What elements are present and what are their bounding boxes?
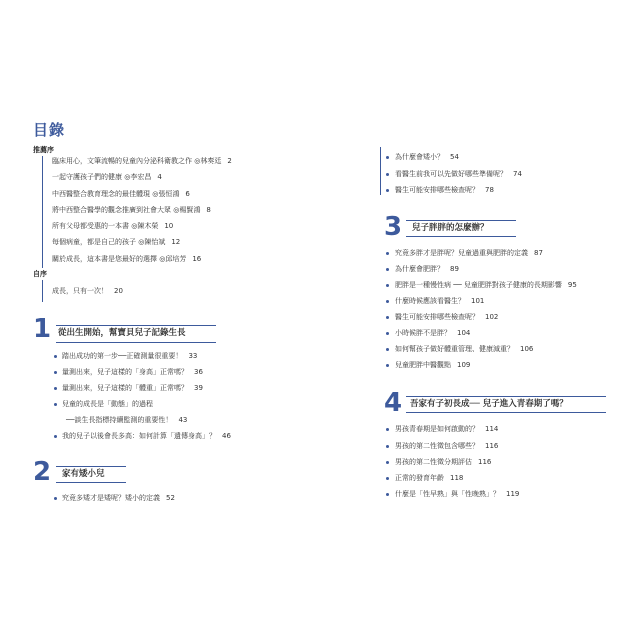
bullet-dot — [386, 300, 389, 303]
toc-entry: 看醫生前我可以先做好哪些準備呢？ 74 — [395, 170, 522, 178]
recommend-entry: 關於成長，這本書是您最好的選擇 ◎邱培芳 16 — [52, 255, 202, 263]
chapter-title: 家有矮小兒 — [62, 469, 105, 479]
toc-entry: 醫生可能安排哪些檢查呢？ 78 — [395, 186, 494, 194]
bullet-dot — [54, 355, 57, 358]
chapter-rule — [406, 236, 516, 237]
toc-entry: 男孩的第二性徵分期評估 116 — [395, 458, 492, 466]
bullet-dot — [386, 445, 389, 448]
recommend-entry: 一起守護孩子們的健康 ◎李宏昌 4 — [52, 173, 162, 181]
bullet-dot — [386, 461, 389, 464]
chapter-rule — [406, 396, 606, 397]
bullet-dot — [54, 497, 57, 500]
chapter-number: 3 — [384, 212, 403, 242]
bullet-dot — [386, 477, 389, 480]
toc-entry: 究竟多矮才是矮呢？矮小的定義 52 — [62, 494, 175, 502]
toc-entry: 醫生可能安排哪些檢查呢？ 102 — [395, 313, 499, 321]
toc-entry: 肥胖是一種慢性病 ── 兒童肥胖對孩子健康的長期影響 95 — [395, 281, 577, 289]
chapter-rule — [56, 342, 216, 343]
recommend-entry: 所有父母都受惠的一本書 ◎陳木榮 10 — [52, 222, 174, 230]
recommend-entry: 中西醫整合教育理念的最佳體現 ◎張恒鴻 6 — [52, 190, 190, 198]
bullet-dot — [386, 156, 389, 159]
toc-entry: 小時候胖不是胖？ 104 — [395, 329, 471, 337]
chapter-rule — [56, 325, 216, 326]
bullet-dot — [386, 332, 389, 335]
bullet-dot — [386, 189, 389, 192]
bullet-dot — [386, 268, 389, 271]
chapter-rule — [56, 466, 126, 467]
chapter-title: 兒子胖胖的怎麼辦？ — [412, 223, 489, 233]
column-divider — [380, 147, 381, 195]
chapter-number: 2 — [33, 457, 52, 487]
recommend-entry: 將中西整合醫學的觀念推廣到社會大眾 ◎楊賢鴻 8 — [52, 206, 211, 214]
toc-entry: 為什麼會肥胖？ 89 — [395, 265, 459, 273]
toc-entry: 兒童肥胖中醫觀點 109 — [395, 361, 471, 369]
recommend-divider — [42, 156, 43, 268]
bullet-dot — [386, 284, 389, 287]
preface-entry: 成長，只有一次！ 20 — [52, 287, 123, 295]
toc-entry: 兒童的成長是「動態」的過程 — [62, 400, 153, 408]
chapter-rule — [406, 412, 606, 413]
recommend-label: 推薦序 — [33, 146, 54, 154]
toc-entry: 男孩青春期是如何啟動的？ 114 — [395, 425, 499, 433]
bullet-dot — [54, 435, 57, 438]
bullet-dot — [386, 493, 389, 496]
toc-title: 目錄 — [33, 121, 66, 139]
toc-entry: 為什麼會矮小？ 54 — [395, 153, 459, 161]
chapter-title: 吾家有子初長成── 兒子進入青春期了嗎？ — [410, 399, 568, 409]
recommend-entry: 臨床用心，文筆流暢的兒童內分泌科衛教之作 ◎林奏廷 2 — [52, 157, 232, 165]
toc-entry: 我的兒子以後會長多高：如何計算「遺傳身高」？ 46 — [62, 432, 231, 440]
toc-entry-continuation: ──談生長指標持續監測的重要性！ 43 — [66, 416, 188, 424]
toc-entry: 究竟多胖才是胖呢？兒童過重與肥胖的定義 87 — [395, 249, 543, 257]
bullet-dot — [386, 428, 389, 431]
bullet-dot — [54, 403, 57, 406]
bullet-dot — [54, 387, 57, 390]
preface-divider — [42, 280, 43, 302]
chapter-rule — [406, 220, 516, 221]
bullet-dot — [386, 173, 389, 176]
bullet-dot — [386, 252, 389, 255]
recommend-entry: 每個病童，都是自己的孩子 ◎陳怡斌 12 — [52, 238, 181, 246]
toc-entry: 如何幫孩子做好體重管理、健康減重？ 106 — [395, 345, 534, 353]
toc-entry: 男孩的第二性徵包含哪些？ 116 — [395, 442, 499, 450]
bullet-dot — [386, 316, 389, 319]
toc-entry: 什麼是「性早熟」與「性晚熟」？ 119 — [395, 490, 520, 498]
preface-label: 自序 — [33, 270, 47, 278]
chapter-number: 1 — [33, 314, 52, 344]
bullet-dot — [54, 371, 57, 374]
toc-entry: 正常的發育年齡 118 — [395, 474, 464, 482]
toc-entry: 踏出成功的第一步──正確測量很重要！ 33 — [62, 352, 198, 360]
chapter-title: 從出生開始，幫寶貝兒子記錄生長 — [58, 328, 186, 338]
bullet-dot — [386, 348, 389, 351]
toc-entry: 量測出來，兒子這樣的「身高」正常嗎？ 36 — [62, 368, 203, 376]
bullet-dot — [386, 364, 389, 367]
chapter-rule — [56, 482, 126, 483]
toc-entry: 量測出來，兒子這樣的「體重」正常嗎？ 39 — [62, 384, 203, 392]
chapter-number: 4 — [384, 388, 403, 418]
toc-entry: 什麼時候應該看醫生？ 101 — [395, 297, 485, 305]
